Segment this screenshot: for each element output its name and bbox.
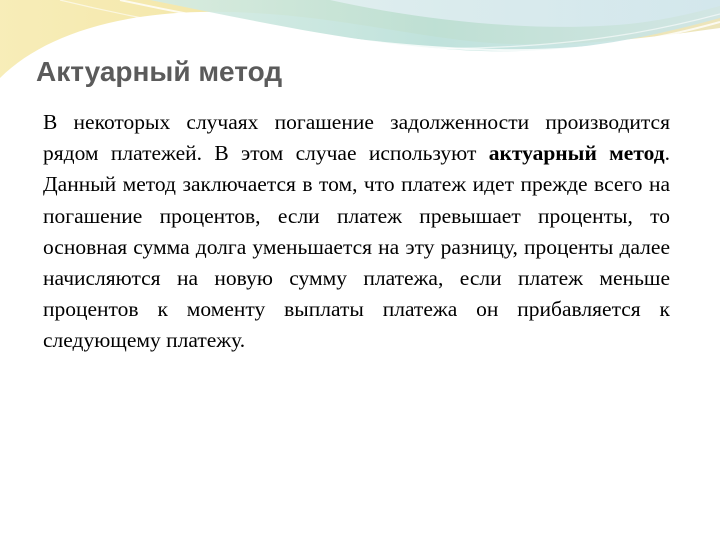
body-paragraph — [43, 107, 670, 357]
body-text-part-2: . Данный метод заключается в том, что платеж идет прежде всего на погашение процентов, если платеж превышает проценты, то основная сумма долга уменьшается на эту разницу, проценты далее начисляются на новую сумму платежа, если платеж меньше процентов к моменту выплаты платежа он прибавляется к следующему платежу. — [43, 141, 671, 353]
slide-title: Актуарный метод — [36, 56, 283, 87]
body-text-bold-term: актуарный метод — [488, 141, 665, 166]
body-text-part-1: В некоторых случаях погашение задолженности производится рядом платежей. В этом случае используют — [43, 110, 670, 166]
